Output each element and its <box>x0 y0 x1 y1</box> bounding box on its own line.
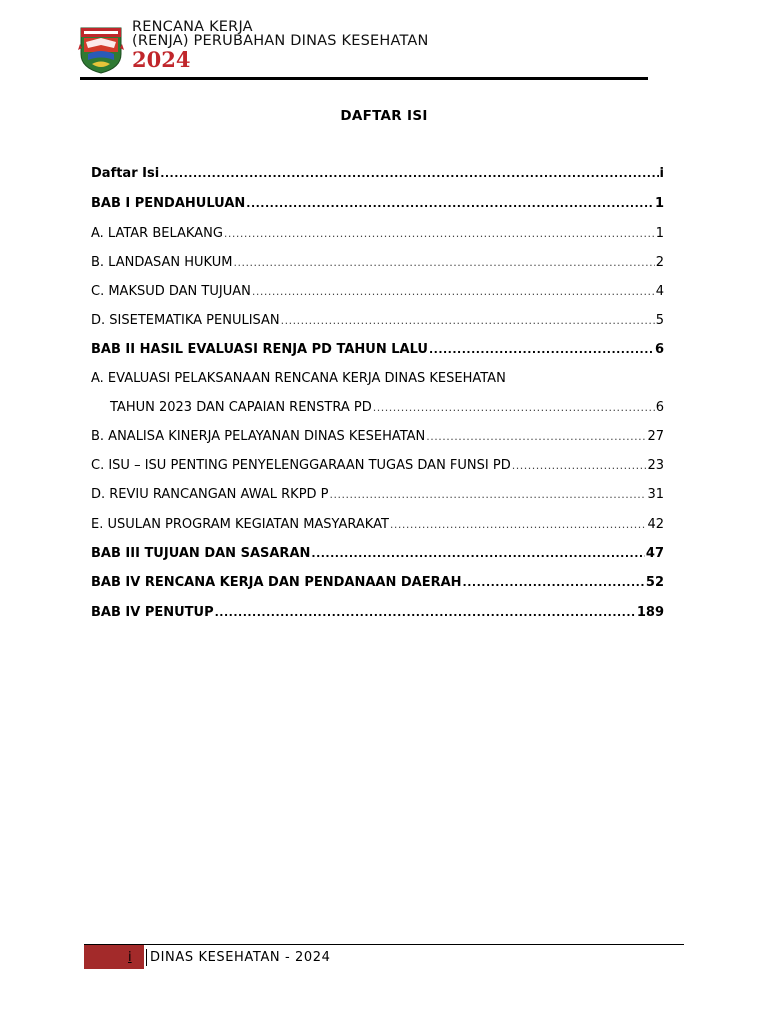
toc-leader <box>233 254 654 272</box>
toc-page-number: 189 <box>636 605 664 620</box>
toc-page-number: 27 <box>647 429 664 444</box>
toc-entry-bab-4[interactable] <box>91 574 664 592</box>
toc-page-number: 23 <box>647 458 664 473</box>
toc-entry-analisa-kinerja[interactable] <box>91 428 664 446</box>
toc-leader <box>215 604 636 622</box>
toc-entry-maksud-tujuan[interactable] <box>91 283 664 301</box>
toc-label: TAHUN 2023 DAN CAPAIAN RENSTRA PD <box>110 400 372 415</box>
toc-leader <box>281 312 655 330</box>
toc-entry-bab-1[interactable] <box>91 195 664 213</box>
header-divider <box>80 77 648 80</box>
toc-entry-landasan-hukum[interactable] <box>91 254 664 272</box>
toc-label: BAB II HASIL EVALUASI RENJA PD TAHUN LALU <box>91 342 428 357</box>
toc-entry-bab-3[interactable] <box>91 545 664 563</box>
toc-entry-sistematika[interactable] <box>91 312 664 330</box>
footer-separator <box>146 949 147 966</box>
toc-leader <box>512 457 647 475</box>
toc-page-number: 52 <box>645 575 664 590</box>
toc-entry-evaluasi[interactable] <box>110 399 664 417</box>
footer-page-number: i <box>128 950 132 965</box>
header-title-line1: RENCANA KERJA <box>132 19 253 35</box>
toc-page-number: 1 <box>654 196 664 211</box>
toc-leader <box>373 399 655 417</box>
toc-entry-bab-2[interactable] <box>91 341 664 359</box>
toc-leader <box>426 428 646 446</box>
toc-label: B. LANDASAN HUKUM <box>91 255 233 270</box>
toc-entry-isu-penting[interactable] <box>91 457 664 475</box>
header-title-line2: (RENJA) PERUBAHAN DINAS KESEHATAN <box>132 33 429 49</box>
toc-leader <box>160 165 658 183</box>
toc-leader <box>246 195 654 213</box>
toc-label: C. MAKSUD DAN TUJUAN <box>91 284 251 299</box>
toc-page-number: 31 <box>647 487 664 502</box>
toc-leader <box>224 225 655 243</box>
footer-text: DINAS KESEHATAN - 2024 <box>150 950 331 965</box>
toc-page-number: 1 <box>655 226 664 241</box>
toc-label: D. REVIU RANCANGAN AWAL RKPD P <box>91 487 329 502</box>
header-year: 2024 <box>132 47 191 72</box>
toc-page-number: 2 <box>655 255 664 270</box>
toc-leader <box>311 545 645 563</box>
toc-page-number: 4 <box>655 284 664 299</box>
footer-divider <box>84 944 684 945</box>
toc-label: E. USULAN PROGRAM KEGIATAN MASYARAKAT <box>91 517 389 532</box>
toc-page-number: 6 <box>654 342 664 357</box>
toc-label: C. ISU – ISU PENTING PENYELENGGARAAN TUGAS DAN FUNSI PD <box>91 458 511 473</box>
toc-label: B. ANALISA KINERJA PELAYANAN DINAS KESEHATAN <box>91 429 426 444</box>
toc-page-number: 47 <box>645 546 664 561</box>
toc-entry-usulan-program[interactable] <box>91 516 664 534</box>
toc-label: D. SISETEMATIKA PENULISAN <box>91 313 280 328</box>
toc-label: A. LATAR BELAKANG <box>91 226 223 241</box>
toc-leader <box>390 516 647 534</box>
toc-page-number: 5 <box>655 313 664 328</box>
toc-label: BAB III TUJUAN DAN SASARAN <box>91 546 311 561</box>
regency-emblem-icon <box>78 24 124 74</box>
toc-entry-latar-belakang[interactable] <box>91 225 664 243</box>
toc-leader <box>252 283 655 301</box>
toc-page-number: i <box>659 166 664 181</box>
toc-leader <box>429 341 654 359</box>
toc-page-number: 6 <box>655 400 664 415</box>
toc-label: BAB I PENDAHULUAN <box>91 196 246 211</box>
toc-entry-penutup[interactable] <box>91 604 664 622</box>
toc-label: BAB IV PENUTUP <box>91 605 214 620</box>
page-title: DAFTAR ISI <box>340 108 428 124</box>
footer-accent-block <box>84 945 144 969</box>
toc-label: BAB IV RENCANA KERJA DAN PENDANAAN DAERAH <box>91 575 462 590</box>
toc-page-number: 42 <box>647 517 664 532</box>
toc-label: Daftar Isi <box>91 166 160 181</box>
toc-entry-evaluasi-line1[interactable]: A. EVALUASI PELAKSANAAN RENCANA KERJA DINAS KESEHATAN <box>91 371 506 386</box>
toc-entry-reviu-rkpd[interactable] <box>91 486 664 504</box>
toc-entry-daftar-isi[interactable] <box>91 165 664 183</box>
toc-leader <box>463 574 645 592</box>
toc-leader <box>330 486 647 504</box>
